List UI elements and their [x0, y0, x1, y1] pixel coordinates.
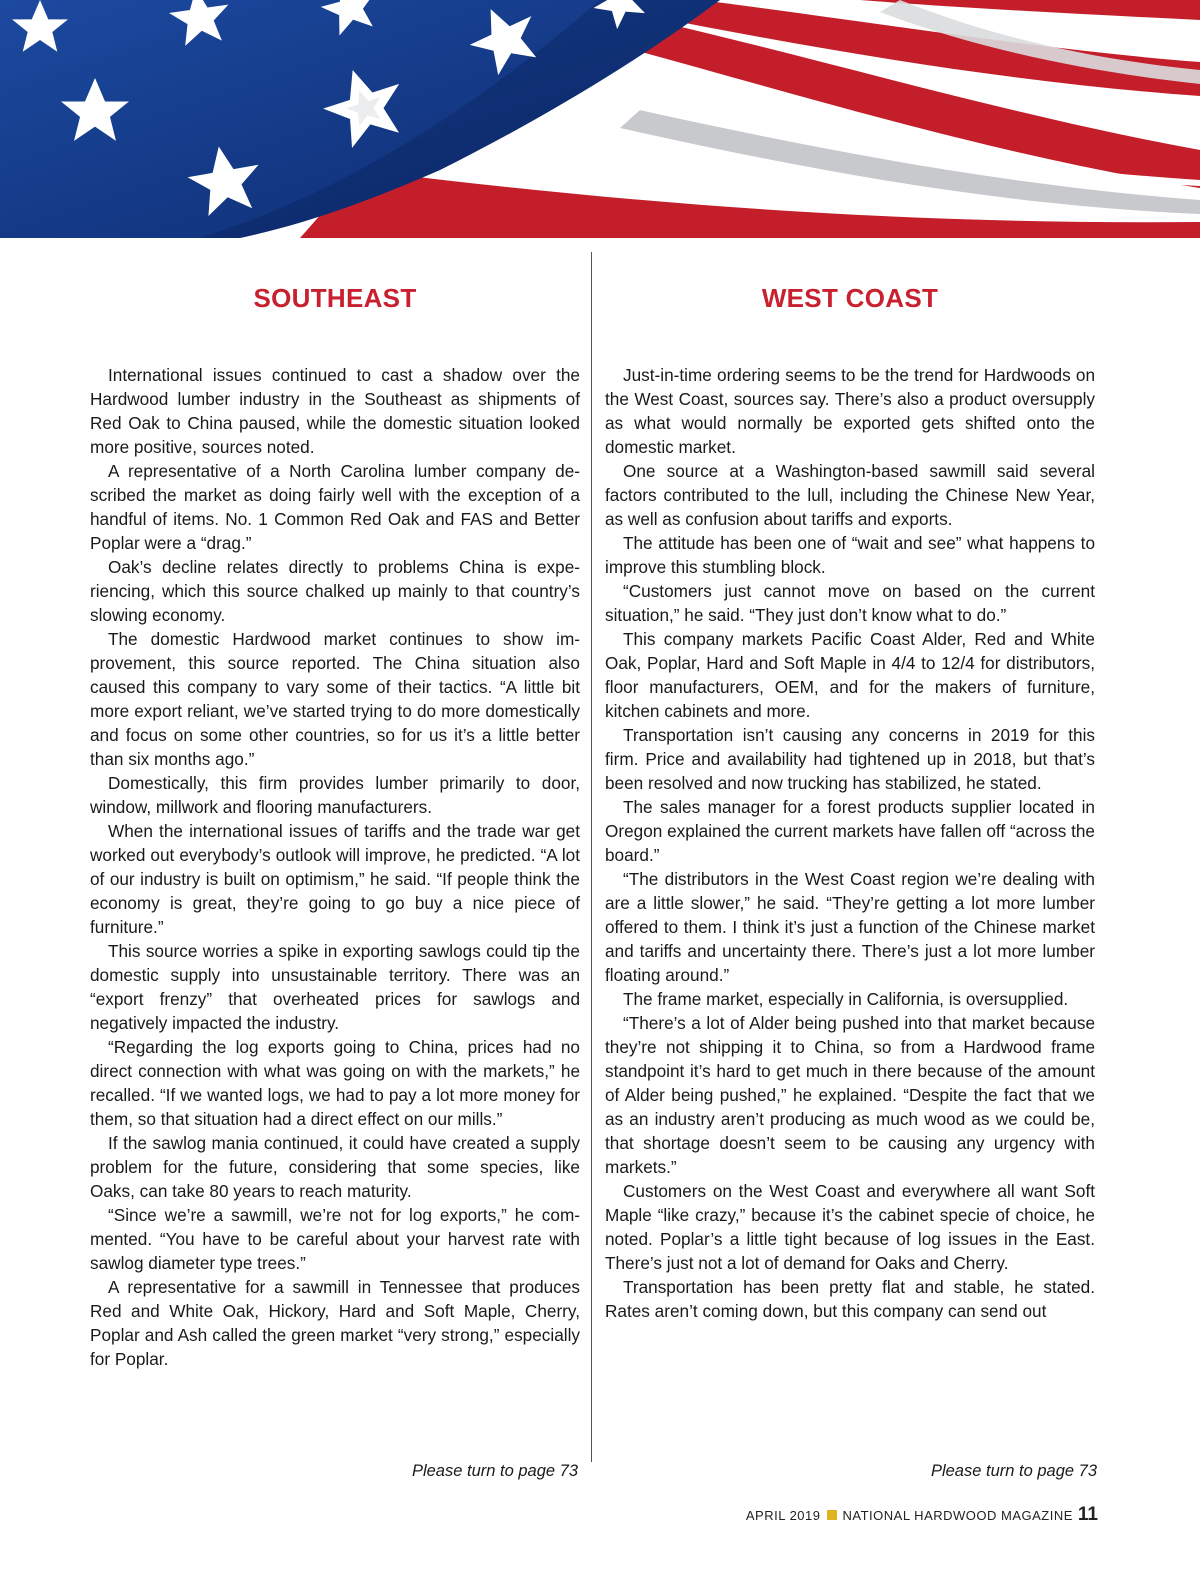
paragraph: Transportation has been pretty flat and stable, he stated. Rates aren’t coming down, but this company can send out	[605, 1277, 1095, 1321]
paragraph: When the international issues of tariffs and the trade war get worked out everybody’s outlook will improve, he predicted. “A lot of our industry is built on optimism,” he said. “If people think the economy is great, they’re going to go buy a nice piece of furniture.”	[90, 821, 580, 937]
section-title-west-coast: WEST COAST	[761, 283, 939, 313]
paragraph: Domestically, this firm provides lumber primarily to door, window, millwork and flooring manufacturers.	[90, 773, 580, 817]
paragraph: The domestic Hardwood market continues to show improvement, this source reported. The China situation also caused this company to vary some of their tactics. “A little bit more export reliant, we’ve started trying to do more domestically and focus on some other countries, so for us it’s a little better than six months ago.”	[90, 629, 580, 769]
page-number: 11	[1077, 1504, 1098, 1525]
paragraph: Customers on the West Coast and everywhere all want Soft Maple “like crazy,” because it’s the cabinet specie of choice, he noted. Poplar’s a little tight because of log issues in the East. There’s just not a lot of demand for Oaks and Cherry.	[605, 1181, 1095, 1273]
separator-square-icon	[827, 1510, 837, 1520]
publication-name: NATIONAL HARDWOOD MAGAZINE	[842, 1508, 1073, 1523]
paragraph: “Customers just cannot move on based on the current situation,” he said. “They just don’t know what to do.”	[605, 581, 1095, 625]
paragraph: The sales manager for a forest products supplier located in Oregon explained the current markets have fallen off “across the board.”	[605, 797, 1095, 865]
paragraph: “Regarding the log exports going to China, prices had no direct connection with what was going on with the markets,” he recalled. “If we wanted logs, we had to pay a lot more money for them, so that situation had a direct effect on our mills.”	[90, 1037, 580, 1129]
paragraph: International issues continued to cast a shadow over the Hardwood lumber industry in the Southeast as shipments of Red Oak to China paused, while the domestic situation looked more positive, sources noted.	[90, 365, 580, 457]
west-coast-column	[605, 363, 1095, 1323]
column-divider	[591, 252, 592, 1462]
section-title-southeast: SOUTHEAST	[253, 283, 417, 313]
paragraph: This company markets Pacific Coast Alder, Red and White Oak, Poplar, Hard and Soft Maple in 4/4 to 12/4 for distributors, floor manufacturers, OEM, and for the makers of furniture, kitchen cabinets and more.	[605, 629, 1095, 721]
paragraph: Transportation isn’t causing any concerns in 2019 for this firm. Price and availability had tightened up in 2018, but that’s been resolved and now trucking has stabilized, he stated.	[605, 725, 1095, 793]
american-flag-graphic	[0, 0, 1200, 238]
paragraph: A representative of a North Carolina lumber company described the market as doing fairly well with the exception of a handful of items. No. 1 Common Red Oak and FAS and Better Poplar were a “drag.”	[90, 461, 580, 553]
paragraph: The attitude has been one of “wait and see” what happens to improve this stumbling block.	[605, 533, 1095, 577]
paragraph: A representative for a sawmill in Tennessee that produces Red and White Oak, Hickory, Hard and Soft Maple, Cherry, Poplar and Ash called the green market “very strong,” especially for Poplar.	[90, 1277, 580, 1369]
paragraph: “There’s a lot of Alder being pushed into that market because they’re not shipping it to China, so from a Hardwood frame standpoint it’s hard to get much in there because of the amount of Alder being pushed,” he explained. “Despite the fact that we as an industry aren’t producing as much wood as we could be, that shortage doesn’t seem to be causing any urgency with markets.”	[605, 1013, 1095, 1177]
southeast-column	[90, 363, 580, 1371]
paragraph: The frame market, especially in California, is oversupplied.	[623, 989, 1069, 1009]
issue-date: APRIL 2019	[745, 1508, 821, 1523]
flag-banner	[0, 0, 1200, 238]
continued-note-west-coast: Please turn to page 73	[930, 1462, 1097, 1480]
paragraph: Oak’s decline relates directly to problems China is experiencing, which this source chalked up mainly to that country’s slowing economy.	[90, 557, 580, 625]
paragraph: Just-in-time ordering seems to be the trend for Hardwoods on the West Coast, sources say. There’s also a product oversupply as what would normally be exported gets shifted onto the domestic market.	[605, 365, 1095, 457]
paragraph: “Since we’re a sawmill, we’re not for log exports,” he commented. “You have to be careful about your harvest rate with sawlog diameter type trees.”	[90, 1205, 580, 1273]
continued-note-southeast: Please turn to page 73	[411, 1462, 578, 1480]
page-footer	[746, 1504, 1098, 1526]
paragraph: One source at a Washington-based sawmill said several factors contributed to the lull, including the Chinese New Year, as well as confusion about tariffs and exports.	[605, 461, 1095, 529]
paragraph: If the sawlog mania continued, it could have created a supply problem for the future, considering that some species, like Oaks, can take 80 years to reach maturity.	[90, 1133, 580, 1201]
paragraph: “The distributors in the West Coast region we’re dealing with are a little slower,” he said. “They’re getting a lot more lumber offered to them. I think it’s just a function of the Chinese market and tariffs and uncertainty there. There’s just a lot more lumber floating around.”	[605, 869, 1095, 985]
paragraph: This source worries a spike in exporting sawlogs could tip the domestic supply into unsustainable territory. There was an “export frenzy” that overheated prices for sawlogs and negatively impacted the industry.	[90, 941, 580, 1033]
